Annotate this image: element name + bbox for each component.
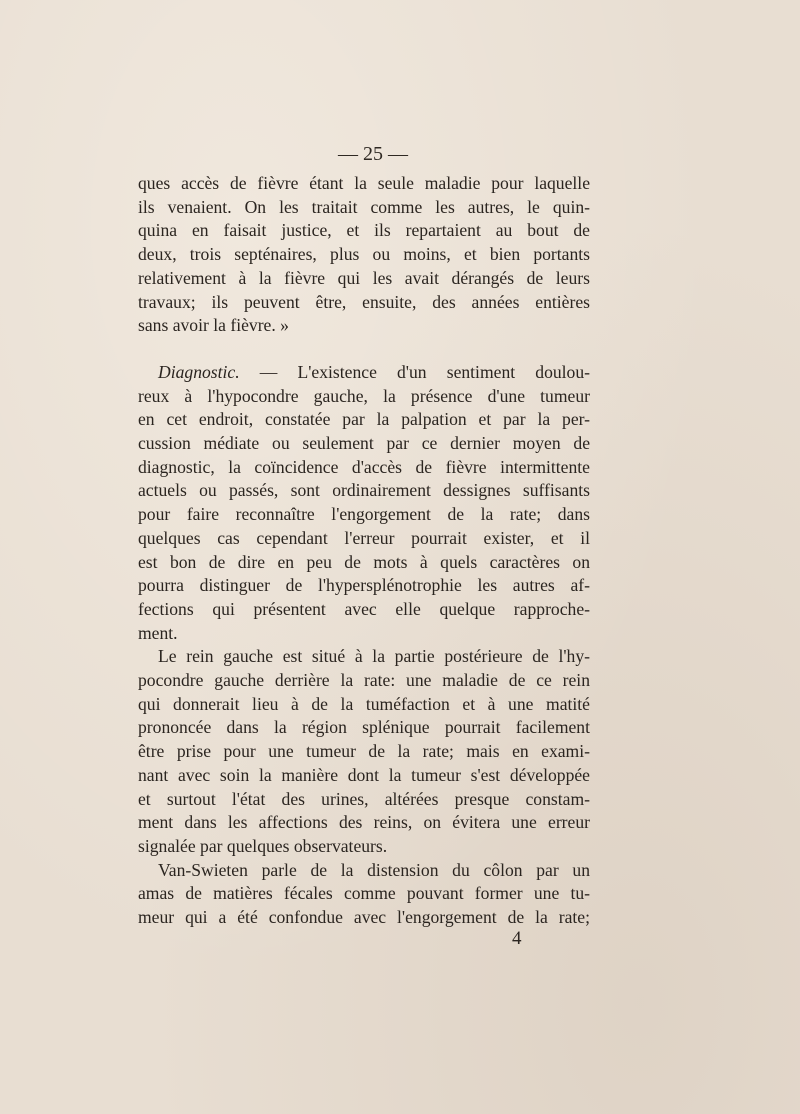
text-line: meur qui a été confondue avec l'engorgement de la rate; <box>138 907 590 928</box>
page-number-header: — 25 — <box>338 143 408 165</box>
text-line: pocondre gauche derrière la rate: une maladie de ce rein <box>138 670 590 691</box>
text-line: en cet endroit, constatée par la palpation et par la per- <box>138 409 590 430</box>
text-line: ment. <box>138 622 178 643</box>
text-line: Van-Swieten parle de la distension du côlon par un <box>158 859 590 880</box>
text-line: reux à l'hypocondre gauche, la présence d'une tumeur <box>138 385 590 406</box>
text-line: pourra distinguer de l'hypersplénotrophie les autres af- <box>138 575 590 596</box>
text-line: pour faire reconnaître l'engorgement de la rate; dans <box>138 504 590 525</box>
text-line: quina en faisait justice, et ils repartaient au bout de <box>138 220 590 241</box>
text-line: sans avoir la fièvre. » <box>138 315 289 336</box>
paragraph-3 <box>138 645 590 858</box>
text-line: ment dans les affections des reins, on évitera une erreur <box>138 812 590 833</box>
body-text <box>138 172 590 930</box>
text-line <box>138 361 590 385</box>
paragraph-4 <box>138 859 590 930</box>
text-line: est bon de dire en peu de mots à quels caractères on <box>138 551 590 572</box>
text-line: deux, trois septénaires, plus ou moins, et bien portants <box>138 244 590 265</box>
text-line: qui donnerait lieu à de la tuméfaction et à une matité <box>138 693 590 714</box>
text-line: ques accès de fièvre étant la seule maladie pour laquelle <box>138 173 590 193</box>
text-line: cussion médiate ou seulement par ce dernier moyen de <box>138 433 590 454</box>
text-line: amas de matières fécales comme pouvant former une tu- <box>138 883 590 904</box>
text-line: nant avec soin la manière dont la tumeur s'est développée <box>138 764 590 785</box>
text-fragment: — L'existence d'un sentiment doulou- <box>239 361 590 382</box>
text-line: relativement à la fièvre qui les avait dérangés de leurs <box>138 267 590 288</box>
paragraph-gap <box>138 338 590 361</box>
text-line: fections qui présentent avec elle quelque rapproche- <box>138 598 590 619</box>
section-heading-diagnostic: Diagnostic. <box>158 361 240 382</box>
text-line: et surtout l'état des urines, altérées presque constam- <box>138 788 590 809</box>
text-line: prononcée dans la région splénique pourrait facilement <box>138 717 590 738</box>
text-line: quelques cas cependant l'erreur pourrait exister, et il <box>138 527 590 548</box>
text-line: actuels ou passés, sont ordinairement dessignes suffisants <box>138 480 590 501</box>
paragraph-2 <box>138 361 590 645</box>
text-line: être prise pour une tumeur de la rate; mais en exami- <box>138 741 590 762</box>
paragraph-1 <box>138 172 590 338</box>
text-line: ils venaient. On les traitait comme les autres, le quin- <box>138 196 590 217</box>
text-line: Le rein gauche est situé à la partie postérieure de l'hy- <box>158 646 590 667</box>
signature-mark: 4 <box>512 928 522 949</box>
text-line: diagnostic, la coïncidence d'accès de fièvre intermittente <box>138 456 590 477</box>
text-line: signalée par quelques observateurs. <box>138 835 388 856</box>
text-line: travaux; ils peuvent être, ensuite, des années entières <box>138 291 590 312</box>
